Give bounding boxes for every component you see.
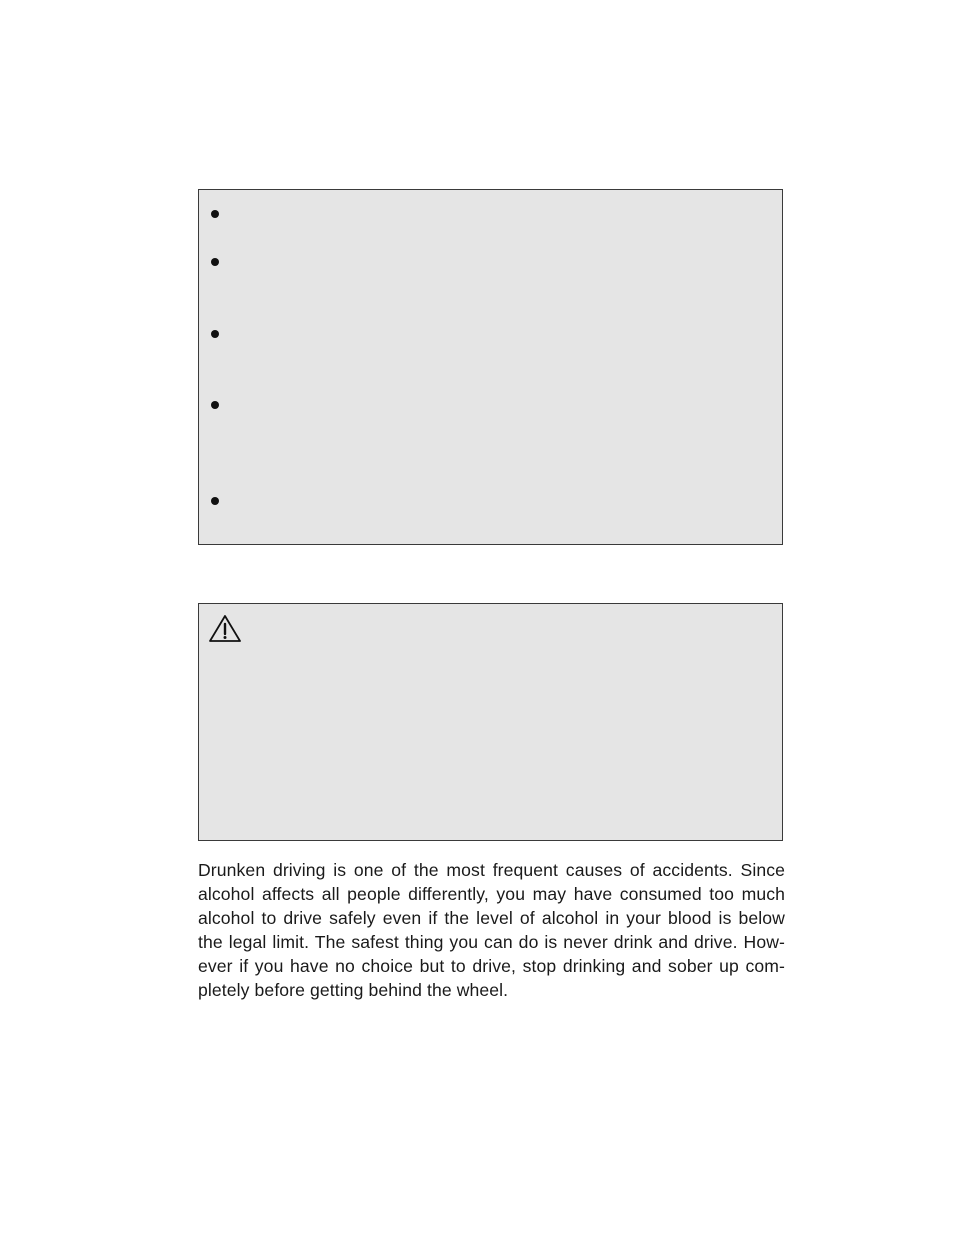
paragraph-line: Drunken driving is one of the most frequent causes of accidents. Since — [198, 860, 785, 880]
bullet-list-box — [198, 189, 783, 545]
bullet-3 — [211, 330, 219, 338]
paragraph-line: the legal limit. The safest thing you can do is never drink and drive. How- — [198, 932, 785, 952]
paragraph-line: pletely before getting behind the wheel. — [198, 980, 509, 1000]
bullet-1 — [211, 210, 219, 218]
bullet-2 — [211, 258, 219, 266]
paragraph-line: ever if you have no choice but to drive, stop drinking and sober up com- — [198, 956, 785, 976]
warning-box — [198, 603, 783, 841]
paragraph-line: alcohol to drive safely even if the level of alcohol in your blood is below — [198, 908, 785, 928]
paragraph-line: alcohol affects all people differently, you may have consumed too much — [198, 884, 785, 904]
drunk-driving-paragraph — [198, 858, 785, 1002]
bullet-4 — [211, 401, 219, 409]
bullet-5 — [211, 497, 219, 505]
warning-triangle-icon — [208, 614, 242, 644]
